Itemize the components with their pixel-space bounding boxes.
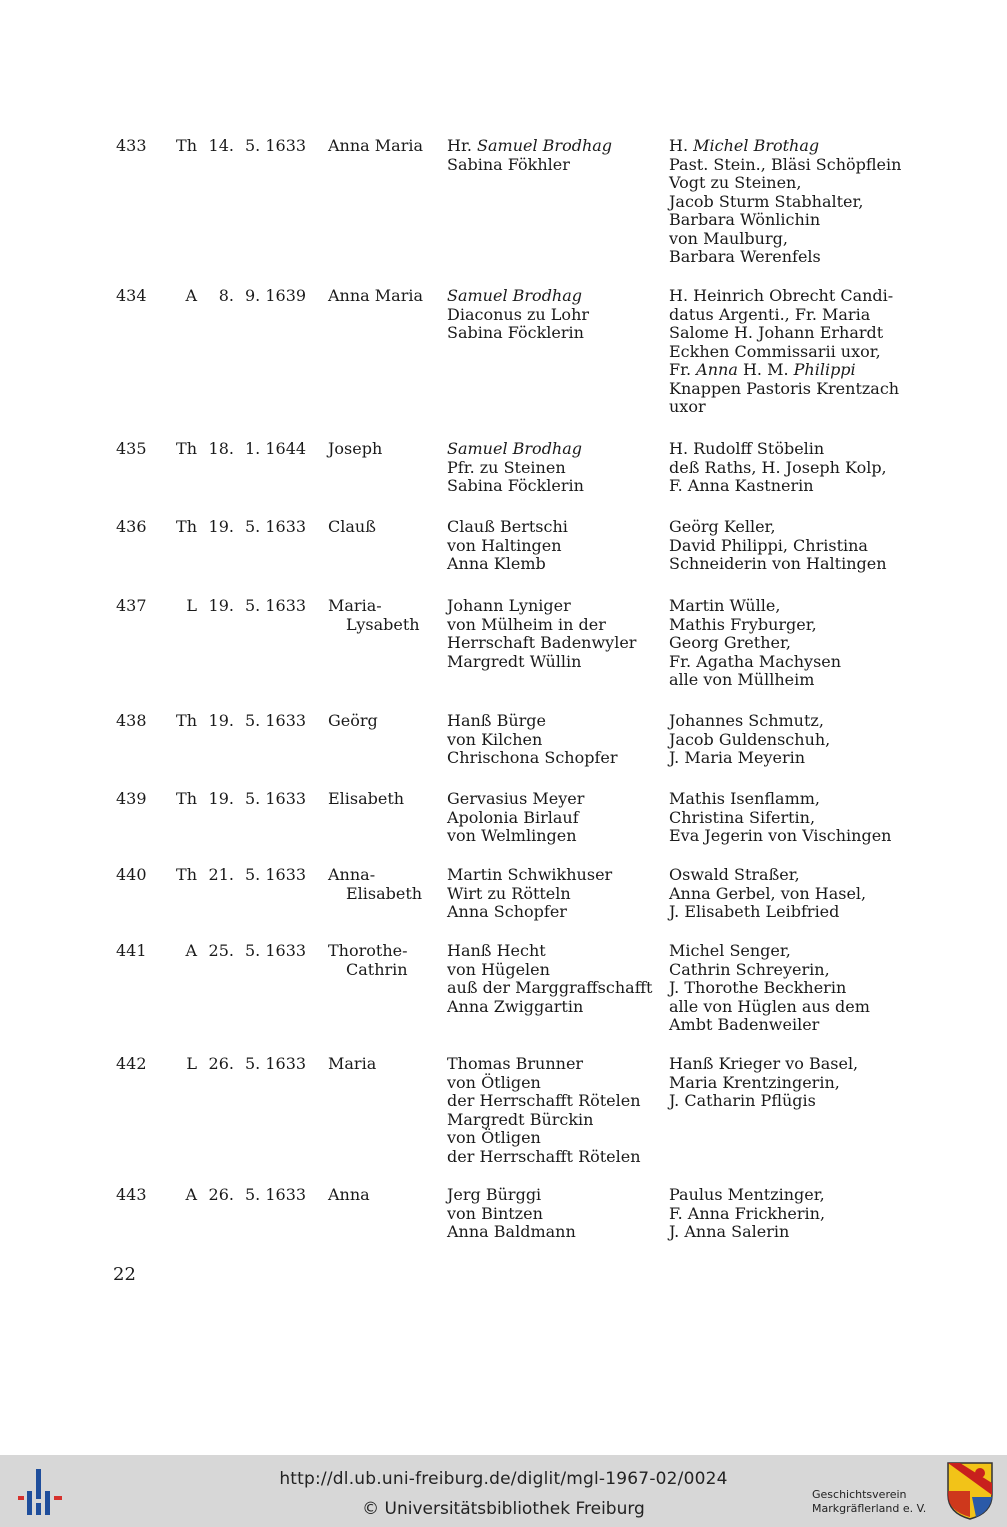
parents-text: Samuel Brodhag xyxy=(477,136,613,155)
parents xyxy=(447,137,612,174)
parents-line xyxy=(447,961,652,980)
entry-date: 5. 1633 xyxy=(245,517,307,536)
godparents-line xyxy=(669,1074,858,1093)
entry-day: 26. xyxy=(208,1054,234,1073)
parents-line xyxy=(447,790,584,809)
entry-type: Th xyxy=(176,865,197,884)
parents-line xyxy=(447,1148,641,1167)
parents xyxy=(447,440,584,496)
child-name xyxy=(328,942,408,979)
child-name xyxy=(328,790,404,809)
child-name xyxy=(328,712,378,731)
godparents-text: Schneiderin von Haltingen xyxy=(669,554,887,573)
godparents-text: F. Anna Frickherin, xyxy=(669,1203,826,1223)
godparents-line xyxy=(669,671,841,690)
parents-text: Margredt Wüllin xyxy=(447,651,582,671)
parents-text: von Kilchen xyxy=(447,729,543,749)
child-name-line: Anna xyxy=(328,1185,370,1204)
godparents-text: Knappen Pastoris Krentzach xyxy=(669,378,900,398)
parents-text: Anna Baldmann xyxy=(447,1222,576,1241)
parents-line xyxy=(447,998,652,1017)
parents-line xyxy=(447,1111,641,1130)
child-name-line: Thorothe- xyxy=(328,941,408,960)
parents-line xyxy=(447,555,568,574)
godparents-line xyxy=(669,827,891,846)
godparents xyxy=(669,942,870,1035)
godparents-text: Hanß Krieger vo Basel, xyxy=(669,1054,859,1073)
godparents-line xyxy=(669,1205,825,1224)
parents-text: von Welmlingen xyxy=(447,826,577,845)
godparents-text: Barbara Wönlichin xyxy=(669,210,821,229)
entry-day: 19. xyxy=(208,711,234,730)
parents-line xyxy=(447,518,568,537)
godparents-line xyxy=(669,361,899,380)
godparents-text: H. Rudolff Stöbelin xyxy=(669,439,825,458)
godparents-text: Jacob Sturm Stabhalter, xyxy=(669,191,864,211)
godparents-text: Cathrin Schreyerin, xyxy=(669,959,830,979)
godparents-text: Michel Brothag xyxy=(693,136,820,155)
godparents-text: David Philippi, Christina xyxy=(669,535,868,555)
parents-line xyxy=(447,137,612,156)
society-line-1: Geschichtsverein xyxy=(812,1488,907,1501)
parents-text: Wirt zu Rötteln xyxy=(447,883,571,903)
entry-type: Th xyxy=(176,789,197,808)
parents-text: von Haltingen xyxy=(447,535,562,555)
godparents-line xyxy=(669,477,887,496)
godparents-text: H. Heinrich Obrecht Candi- xyxy=(669,286,894,305)
godparents-text: Christina Sifertin, xyxy=(669,807,816,827)
coat-of-arms-icon xyxy=(946,1461,994,1521)
entry-type: Th xyxy=(176,517,197,536)
parents-text: Pfr. zu Steinen xyxy=(447,457,566,477)
parents-text: von Hügelen xyxy=(447,959,550,979)
parents-line xyxy=(447,1092,641,1111)
parents-text: Margredt Bürckin xyxy=(447,1109,594,1129)
parents-text: Anna Schopfer xyxy=(447,902,567,921)
child-name-line: Maria- xyxy=(328,596,382,615)
parents-line xyxy=(447,1074,641,1093)
parents-line xyxy=(447,616,636,635)
godparents-text: Eckhen Commissarii uxor, xyxy=(669,341,881,361)
godparents-line xyxy=(669,174,901,193)
godparents xyxy=(669,440,887,496)
entry-number: 435 xyxy=(116,439,147,458)
parents-line xyxy=(447,1205,576,1224)
godparents-line xyxy=(669,731,830,750)
godparents xyxy=(669,518,887,574)
parents-text: Martin Schwikhuser xyxy=(447,865,613,884)
parents-line xyxy=(447,979,652,998)
godparents-text: alle von Müllheim xyxy=(669,670,815,689)
godparents xyxy=(669,866,866,922)
parents-line xyxy=(447,634,636,653)
godparents-text: Oswald Straßer, xyxy=(669,865,800,884)
entry-day: 8. xyxy=(218,286,234,305)
parents-line xyxy=(447,1186,576,1205)
godparents-line xyxy=(669,287,899,306)
parents-line xyxy=(447,653,636,672)
parents-line xyxy=(447,459,584,478)
godparents-text: Fr. xyxy=(669,360,697,379)
godparents-line xyxy=(669,555,887,574)
godparents-line xyxy=(669,518,887,537)
godparents-text: Mathis Isenflamm, xyxy=(669,789,821,808)
godparents-text: Maria Krentzingerin, xyxy=(669,1072,840,1092)
child-name-line: Lysabeth xyxy=(346,614,420,634)
child-name-line: Anna Maria xyxy=(328,136,424,155)
godparents-text: J. Maria Meyerin xyxy=(669,748,806,767)
entry-date: 5. 1633 xyxy=(245,1054,307,1073)
godparents-text: von Maulburg, xyxy=(669,228,788,248)
child-name xyxy=(328,1186,370,1205)
entry-day: 19. xyxy=(208,789,234,808)
godparents xyxy=(669,287,899,417)
parents-text: Hanß Bürge xyxy=(447,711,546,730)
entry-date: 5. 1633 xyxy=(245,711,307,730)
entry-date: 5. 1633 xyxy=(245,941,307,960)
child-name-line: Elisabeth xyxy=(346,883,423,903)
entry-day: 14. xyxy=(208,136,234,155)
entry-day: 18. xyxy=(208,439,234,458)
child-name xyxy=(328,866,422,903)
parents-text: von Ötligen xyxy=(447,1072,541,1092)
parents-line xyxy=(447,827,584,846)
godparents xyxy=(669,712,830,768)
parents-text: von Ötligen xyxy=(447,1128,541,1147)
parents xyxy=(447,790,584,846)
parents xyxy=(447,1186,576,1242)
godparents-line xyxy=(669,1016,870,1035)
parents xyxy=(447,866,612,922)
godparents-text: J. Anna Salerin xyxy=(669,1222,790,1241)
parents xyxy=(447,712,618,768)
godparents-text: Fr. Agatha Machysen xyxy=(669,651,842,671)
godparents-line xyxy=(669,809,891,828)
godparents-line xyxy=(669,712,830,731)
parents-text: auß der Marggraffschafft xyxy=(447,978,653,997)
parents-line xyxy=(447,440,584,459)
godparents-line xyxy=(669,230,901,249)
parents-line xyxy=(447,477,584,496)
godparents-text: J. Thorothe Beckherin xyxy=(669,978,847,997)
godparents-text: Anna Gerbel, von Hasel, xyxy=(669,883,867,903)
child-name-line: Joseph xyxy=(328,439,383,458)
parents-text: der Herrschafft Rötelen xyxy=(447,1091,641,1110)
child-name-line: Cathrin xyxy=(346,959,408,979)
parents-line xyxy=(447,903,612,922)
entry-type: Th xyxy=(176,136,197,155)
entry-type: A xyxy=(185,941,197,960)
godparents-text: Geörg Keller, xyxy=(669,517,776,536)
footer-bar xyxy=(0,1455,1007,1527)
parents-line xyxy=(447,712,618,731)
parents-text: Herrschaft Badenwyler xyxy=(447,633,637,652)
godparents-text: Georg Grether, xyxy=(669,633,791,652)
godparents-text: H. xyxy=(669,136,694,155)
entry-date: 5. 1633 xyxy=(245,865,307,884)
godparents-line xyxy=(669,653,841,672)
godparents-line xyxy=(669,866,866,885)
godparents-text: Johannes Schmutz, xyxy=(669,711,824,730)
parents-text: Samuel Brodhag xyxy=(447,439,583,458)
godparents-line xyxy=(669,790,891,809)
entry-day: 26. xyxy=(208,1185,234,1204)
parents-line xyxy=(447,942,652,961)
parents-text: Samuel Brodhag xyxy=(447,286,583,305)
parents-text: Sabina Föcklerin xyxy=(447,476,584,495)
entry-day: 21. xyxy=(208,865,234,884)
godparents-line xyxy=(669,193,901,212)
godparents-line xyxy=(669,1055,858,1074)
entry-number: 437 xyxy=(116,596,147,615)
godparents-line xyxy=(669,616,841,635)
godparents-line xyxy=(669,597,841,616)
child-name xyxy=(328,597,420,634)
entry-type: A xyxy=(185,1185,197,1204)
parents-text: Hanß Hecht xyxy=(447,941,546,960)
entry-type: Th xyxy=(176,711,197,730)
entry-date: 1. 1644 xyxy=(245,439,307,458)
godparents-line xyxy=(669,137,901,156)
child-name xyxy=(328,518,376,537)
society-line-2: Markgräflerland e. V. xyxy=(812,1502,927,1515)
godparents-text: Barbara Werenfels xyxy=(669,247,821,266)
child-name-line: Maria xyxy=(328,1054,377,1073)
godparents-line xyxy=(669,211,901,230)
godparents-text: Ambt Badenweiler xyxy=(669,1015,820,1034)
parents-text: Diaconus zu Lohr xyxy=(447,304,590,324)
child-name xyxy=(328,1055,376,1074)
parents-text: von Bintzen xyxy=(447,1203,543,1223)
parents-text: Hr. xyxy=(447,136,478,155)
entry-day: 19. xyxy=(208,517,234,536)
parents-line xyxy=(447,866,612,885)
godparents-text: Past. Stein., Bläsi Schöpflein xyxy=(669,154,902,174)
godparents-text: Eva Jegerin von Vischingen xyxy=(669,826,892,845)
entry-number: 433 xyxy=(116,136,147,155)
godparents xyxy=(669,137,901,267)
godparents xyxy=(669,1186,825,1242)
godparents-line xyxy=(669,398,899,417)
godparents-text: J. Elisabeth Leibfried xyxy=(669,902,840,921)
parents-text: Chrischona Schopfer xyxy=(447,748,618,767)
godparents xyxy=(669,1055,858,1111)
child-name-line: Anna Maria xyxy=(328,286,424,305)
parents-text: Sabina Föcklerin xyxy=(447,323,584,342)
parents-line xyxy=(447,809,584,828)
godparents-text: Vogt zu Steinen, xyxy=(669,173,802,192)
copyright-text: © Universitätsbibliothek Freiburg xyxy=(362,1499,645,1519)
entry-date: 9. 1639 xyxy=(245,286,307,305)
godparents-line xyxy=(669,248,901,267)
source-url-link[interactable]: http://dl.ub.uni-freiburg.de/diglit/mgl-1967-02/0024 xyxy=(279,1469,728,1489)
entry-day: 25. xyxy=(208,941,234,960)
godparents-line xyxy=(669,1186,825,1205)
parents-line xyxy=(447,537,568,556)
godparents-line xyxy=(669,380,899,399)
parents xyxy=(447,518,568,574)
godparents-line xyxy=(669,885,866,904)
child-name-line: Geörg xyxy=(328,711,378,730)
child-name xyxy=(328,137,423,156)
godparents-line xyxy=(669,961,870,980)
godparents-line xyxy=(669,343,899,362)
godparents-line xyxy=(669,903,866,922)
entry-date: 5. 1633 xyxy=(245,789,307,808)
parents-line xyxy=(447,1223,576,1242)
parents-line xyxy=(447,306,589,325)
entry-day: 19. xyxy=(208,596,234,615)
parents-text: Jerg Bürggi xyxy=(447,1185,542,1204)
parents-text: der Herrschafft Rötelen xyxy=(447,1146,641,1166)
godparents-line xyxy=(669,459,887,478)
parents-text: Apolonia Birlauf xyxy=(447,807,579,827)
godparents-text: Paulus Mentzinger, xyxy=(669,1185,825,1204)
godparents xyxy=(669,790,891,846)
godparents-line xyxy=(669,1092,858,1111)
parents-text: Johann Lyniger xyxy=(447,596,571,615)
parents-text: Clauß Bertschi xyxy=(447,517,568,536)
parents-line xyxy=(447,287,589,306)
parents-line xyxy=(447,731,618,750)
parents-text: Gervasius Meyer xyxy=(447,789,585,808)
parents-line xyxy=(447,1129,641,1148)
entry-number: 434 xyxy=(116,286,147,305)
parents xyxy=(447,597,636,671)
godparents-line xyxy=(669,440,887,459)
godparents-line xyxy=(669,998,870,1017)
child-name-line: Anna- xyxy=(328,865,376,884)
entry-type: L xyxy=(186,1054,197,1073)
entry-type: Th xyxy=(176,439,197,458)
godparents xyxy=(669,597,841,690)
entry-number: 442 xyxy=(116,1054,147,1073)
entry-number: 441 xyxy=(116,941,147,960)
child-name-line: Elisabeth xyxy=(328,789,405,808)
godparents-line xyxy=(669,324,899,343)
godparents-text: uxor xyxy=(669,397,706,416)
godparents-text: Mathis Fryburger, xyxy=(669,614,817,634)
godparents-text: datus Argenti., Fr. Maria xyxy=(669,304,871,324)
godparents-line xyxy=(669,634,841,653)
godparents-line xyxy=(669,156,901,175)
godparents-text: Martin Wülle, xyxy=(669,596,781,615)
parents-text: von Mülheim in der xyxy=(447,614,606,634)
parents-line xyxy=(447,1055,641,1074)
godparents-text: F. Anna Kastnerin xyxy=(669,476,814,495)
godparents-text: deß Raths, H. Joseph Kolp, xyxy=(669,457,887,477)
entry-type: L xyxy=(186,596,197,615)
parents-line xyxy=(447,597,636,616)
entry-date: 5. 1633 xyxy=(245,136,307,155)
parents-text: Anna Zwiggartin xyxy=(447,996,584,1016)
parents xyxy=(447,287,589,343)
entry-date: 5. 1633 xyxy=(245,596,307,615)
entry-number: 438 xyxy=(116,711,147,730)
parents-text: Anna Klemb xyxy=(447,554,546,573)
entry-number: 443 xyxy=(116,1185,147,1204)
page-number: 22 xyxy=(113,1264,136,1285)
godparents-text: H. M. xyxy=(737,360,794,379)
godparents-line xyxy=(669,942,870,961)
godparents-line xyxy=(669,306,899,325)
godparents-text: Anna xyxy=(696,360,738,379)
godparents-text: Michel Senger, xyxy=(669,941,791,960)
parents-line xyxy=(447,324,589,343)
godparents-line xyxy=(669,1223,825,1242)
parents-text: Sabina Fökhler xyxy=(447,154,570,174)
parents-line xyxy=(447,156,612,175)
entry-number: 439 xyxy=(116,789,147,808)
godparents-line xyxy=(669,979,870,998)
entry-type: A xyxy=(185,286,197,305)
godparents-text: Philippi xyxy=(793,360,856,379)
godparents-line xyxy=(669,537,887,556)
child-name xyxy=(328,440,382,459)
godparents-text: Jacob Guldenschuh, xyxy=(669,729,831,749)
child-name-line: Clauß xyxy=(328,517,376,536)
entry-number: 440 xyxy=(116,865,147,884)
godparents-text: Salome H. Johann Erhardt xyxy=(669,323,884,342)
parents-line xyxy=(447,749,618,768)
godparents-text: alle von Hüglen aus dem xyxy=(669,996,870,1016)
parents xyxy=(447,942,652,1016)
parents-line xyxy=(447,885,612,904)
entry-number: 436 xyxy=(116,517,147,536)
parents-text: Thomas Brunner xyxy=(447,1054,584,1073)
godparents-line xyxy=(669,749,830,768)
child-name xyxy=(328,287,423,306)
society-name xyxy=(812,1488,926,1516)
godparents-text: J. Catharin Pflügis xyxy=(669,1091,816,1110)
parents xyxy=(447,1055,641,1166)
entry-date: 5. 1633 xyxy=(245,1185,307,1204)
